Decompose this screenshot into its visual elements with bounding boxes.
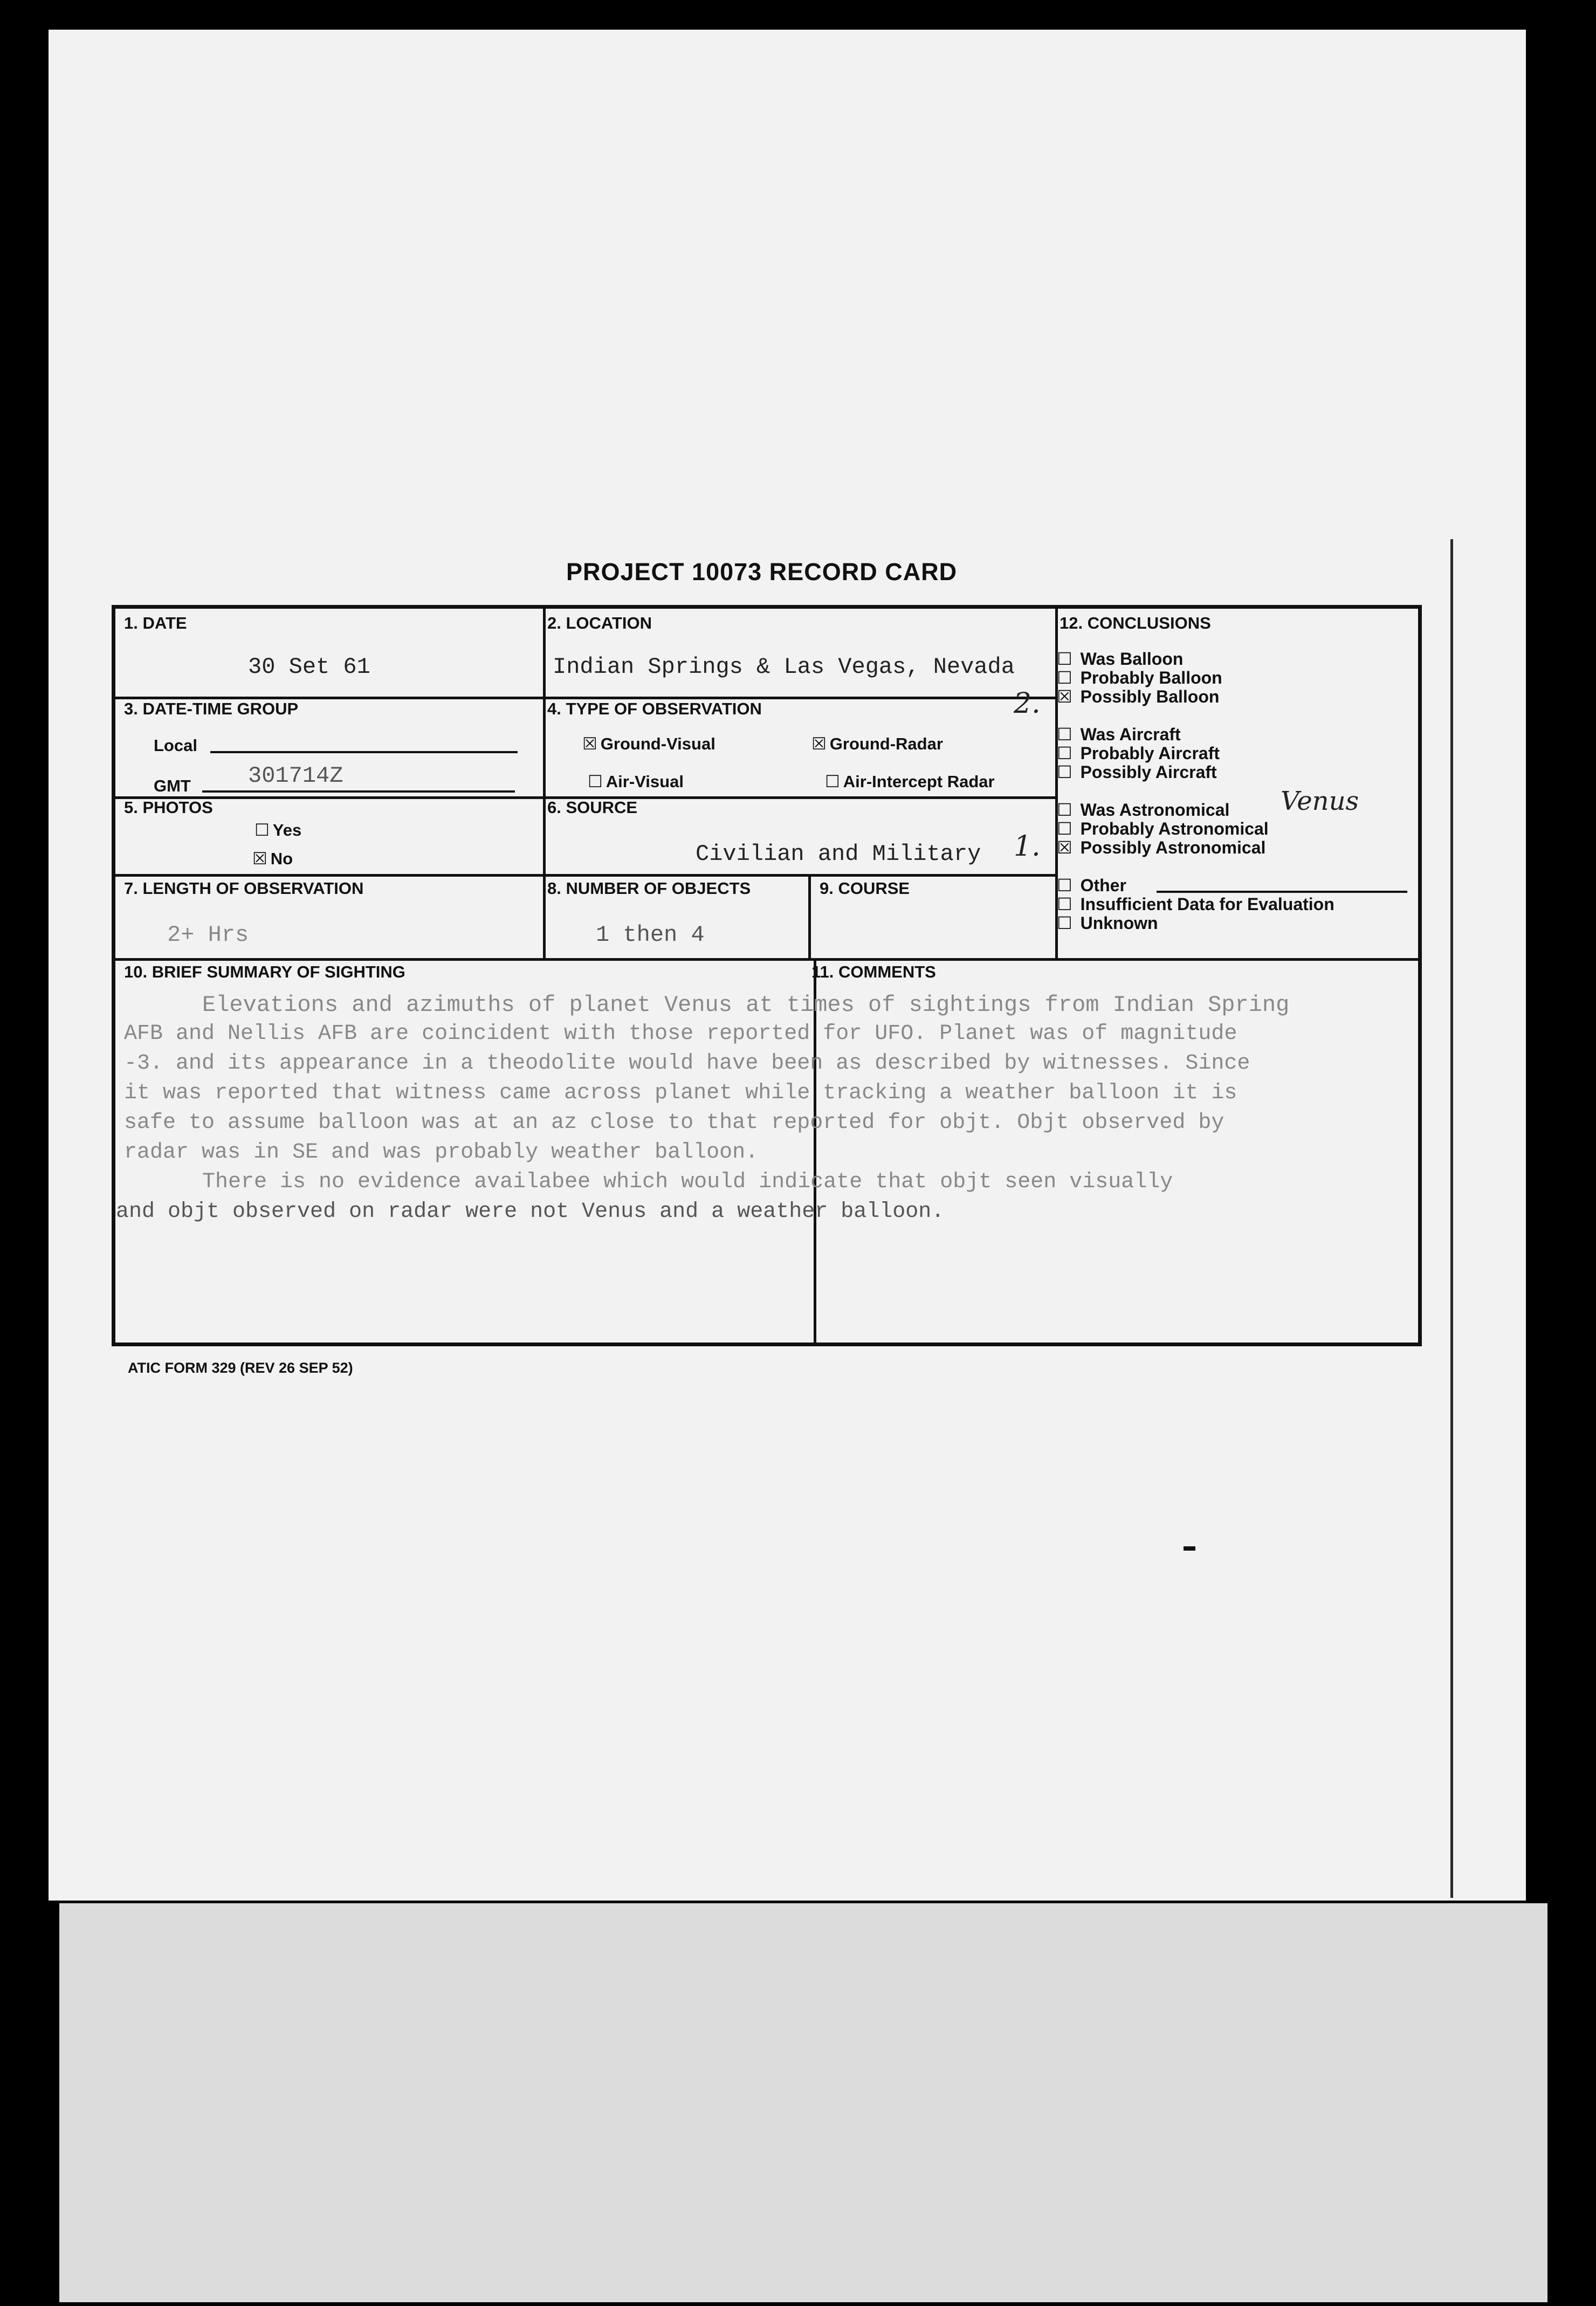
location-value: Indian Springs & Las Vegas, Nevada xyxy=(553,654,1015,680)
probably-balloon-label: Probably Balloon xyxy=(1080,668,1222,687)
card-title: PROJECT 10073 RECORD CARD xyxy=(566,558,958,586)
air-intercept-label: Air-Intercept Radar xyxy=(843,772,995,791)
conclusion-probably-astronomical xyxy=(1057,818,1269,839)
checked-box-icon: ☒ xyxy=(811,734,827,754)
checkbox-icon: ☐ xyxy=(1057,818,1072,839)
checked-box-icon: ☒ xyxy=(1057,686,1072,707)
ground-radar-option xyxy=(811,734,943,754)
checkbox-icon: ☐ xyxy=(1057,762,1072,782)
checkbox-icon: ☐ xyxy=(1057,724,1072,745)
local-line xyxy=(210,751,518,753)
photos-label: 5. PHOTOS xyxy=(124,798,213,817)
air-visual-option xyxy=(588,772,684,791)
was-astronomical-label: Was Astronomical xyxy=(1080,800,1230,820)
checked-box-icon: ☒ xyxy=(252,849,267,869)
summary-line-8: and objt observed on radar were not Venus and a weather balloon. xyxy=(116,1200,945,1224)
summary-line-1: Elevations and azimuths of planet Venus at times of sightings from Indian Spring xyxy=(202,992,1290,1018)
gmt-label: GMT xyxy=(154,776,191,795)
other-label: Other xyxy=(1080,876,1126,895)
checkbox-icon: ☐ xyxy=(1057,667,1072,688)
air-visual-label: Air-Visual xyxy=(606,772,684,791)
conclusion-was-aircraft xyxy=(1057,724,1181,745)
datetime-label: 3. DATE-TIME GROUP xyxy=(124,699,299,718)
summary-line-5: safe to assume balloon was at an az close to that reported for objt. Objt observed by xyxy=(124,1111,1224,1135)
ground-visual-label: Ground-Visual xyxy=(600,734,716,753)
conclusion-insufficient xyxy=(1057,894,1334,914)
summary-line-2: AFB and Nellis AFB are coincident with those reported for UFO. Planet was of magnitude xyxy=(124,1022,1237,1046)
checkbox-icon: ☐ xyxy=(254,821,270,840)
stray-mark xyxy=(1184,1546,1195,1551)
course-label: 9. COURSE xyxy=(820,879,910,898)
checked-box-icon: ☒ xyxy=(582,734,597,754)
objects-value: 1 then 4 xyxy=(596,922,705,948)
ground-visual-option xyxy=(582,734,716,754)
gmt-value: 301714Z xyxy=(248,763,343,789)
possibly-astronomical-label: Possibly Astronomical xyxy=(1080,838,1266,857)
length-value: 2+ Hrs xyxy=(167,922,249,948)
checkbox-icon: ☐ xyxy=(825,772,840,791)
summary-line-4: it was reported that witness came across planet while tracking a weather balloon it is xyxy=(124,1081,1237,1105)
unknown-label: Unknown xyxy=(1080,913,1158,933)
ground-radar-label: Ground-Radar xyxy=(829,734,943,753)
conclusion-possibly-balloon xyxy=(1057,686,1219,707)
rule-row4 xyxy=(115,958,1422,961)
checkbox-icon: ☐ xyxy=(1057,894,1072,914)
rule-row3 xyxy=(115,874,1058,877)
observation-handwritten: 2. xyxy=(1014,687,1041,720)
location-label: 2. LOCATION xyxy=(547,614,652,632)
conclusion-possibly-astronomical xyxy=(1057,837,1265,858)
photos-no-label: No xyxy=(270,849,293,868)
objects-label: 8. NUMBER OF OBJECTS xyxy=(547,879,751,898)
checkbox-icon: ☐ xyxy=(1057,743,1072,763)
conclusion-probably-balloon xyxy=(1057,667,1222,688)
paper-lower-sheet xyxy=(59,1903,1547,2302)
conclusion-was-balloon xyxy=(1057,649,1183,669)
was-aircraft-label: Was Aircraft xyxy=(1080,725,1181,744)
conclusion-probably-aircraft xyxy=(1057,743,1220,763)
form-footer: ATIC FORM 329 (REV 26 SEP 52) xyxy=(128,1360,353,1376)
source-label: 6. SOURCE xyxy=(547,798,638,817)
other-line xyxy=(1157,891,1407,893)
conclusions-label: 12. CONCLUSIONS xyxy=(1060,614,1211,632)
possibly-balloon-label: Possibly Balloon xyxy=(1080,687,1220,706)
length-label: 7. LENGTH OF OBSERVATION xyxy=(124,879,364,898)
photos-no-option xyxy=(252,849,293,869)
conclusion-was-astronomical xyxy=(1057,800,1229,820)
source-handwritten: 1. xyxy=(1014,830,1041,863)
source-value: Civilian and Military xyxy=(696,841,981,867)
gmt-line xyxy=(202,790,515,793)
checked-box-icon: ☒ xyxy=(1057,837,1072,858)
checkbox-icon: ☐ xyxy=(1057,875,1072,896)
col-divider-course xyxy=(808,874,811,958)
photos-yes-option xyxy=(254,821,301,840)
summary-line-3: -3. and its appearance in a theodolite would have been as described by witnesses. Since xyxy=(124,1051,1250,1076)
date-value: 30 Set 61 xyxy=(248,654,370,680)
checkbox-icon: ☐ xyxy=(588,772,603,791)
probably-astronomical-label: Probably Astronomical xyxy=(1080,819,1269,838)
observation-type-label: 4. TYPE OF OBSERVATION xyxy=(547,699,762,718)
summary-label: 10. BRIEF SUMMARY OF SIGHTING xyxy=(124,962,405,981)
was-balloon-label: Was Balloon xyxy=(1080,649,1184,669)
checkbox-icon: ☐ xyxy=(1057,913,1072,933)
conclusion-other xyxy=(1057,875,1126,896)
probably-aircraft-label: Probably Aircraft xyxy=(1080,744,1220,763)
col-divider-1 xyxy=(543,609,546,958)
photos-yes-label: Yes xyxy=(272,821,302,839)
venus-handwritten: Venus xyxy=(1281,786,1359,816)
summary-line-7: There is no evidence availabee which would indicate that objt seen visually xyxy=(202,1170,1173,1194)
local-label: Local xyxy=(154,736,197,755)
checkbox-icon: ☐ xyxy=(1057,649,1072,669)
possibly-aircraft-label: Possibly Aircraft xyxy=(1080,762,1217,782)
air-intercept-option xyxy=(825,772,995,791)
insufficient-label: Insufficient Data for Evaluation xyxy=(1080,894,1334,914)
conclusion-possibly-aircraft xyxy=(1057,762,1217,782)
date-label: 1. DATE xyxy=(124,614,187,632)
page-edge-line xyxy=(1450,539,1453,1898)
conclusion-unknown xyxy=(1057,913,1158,933)
summary-line-6: radar was in SE and was probably weather balloon. xyxy=(124,1140,759,1165)
checkbox-icon: ☐ xyxy=(1057,800,1072,820)
comments-label: 11. COMMENTS xyxy=(811,962,936,981)
